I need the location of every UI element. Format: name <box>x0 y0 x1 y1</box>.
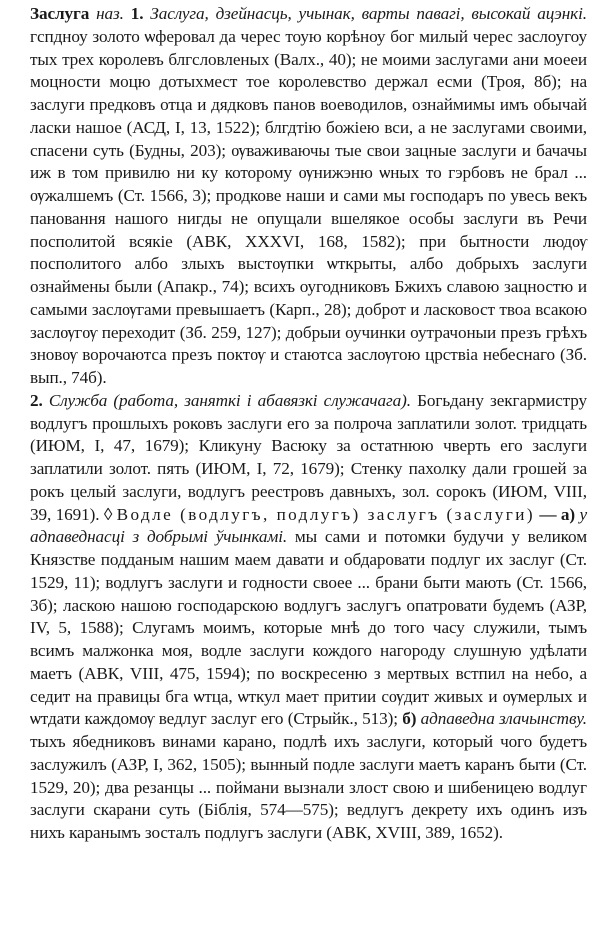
phrase-heading: Водле (водлугъ, подлугъ) заслугъ (заслуги) <box>116 504 535 524</box>
sense-2-number: 2. <box>30 390 43 410</box>
subsense-b-citations: тыхъ ябедниковъ винами карано, подлѣ ихъ заслуги, который чого будетъ заслужилъ (АЗР, I, 362, 1505); вынный подле заслуги маетъ каранъ быти (Ст. 1529, 20); два резанцы ... поймани вызнали злост свою и шибеницею водлуг заслуги скарани суть (Біблія, 574—575); ведлугъ декрету ихъ одинъ изъ нихъ каранымъ зосталъ подлугъ заслуги (АВК, XVIII, 389, 1652). <box>30 732 587 842</box>
sense-2-citations: Богьдану зекгармистру водлугъ прошлыхъ роковъ заслуги его за полроча заплатили золот. тридцать (ИЮМ, I, 47, 1679); Кликуну Васюку за остатнюю чверть его заслуги заплатили золот. пять (ИЮМ, I, 72, 1679); Стенку пахолку дали грошей за рокъ целый заслуги, водлугъ реестровъ давныхъ, зол. сорокъ (ИЮМ, VIII, 39, 1691). <box>30 390 587 524</box>
subsense-a-label: а) <box>560 504 576 524</box>
headword: Заслуга <box>30 4 90 23</box>
sense-2-gloss: Служба (работа, заняткі і абавязкі служачага). <box>48 390 411 410</box>
phrase-dash: — <box>539 504 557 524</box>
subsense-a-citations: мы сами и потомки будучи у великом Князстве подданым нашим маем давати и обдаровати подлуг их заслуг (Ст. 1529, 11); водлугъ заслуги и годности своее ... брани быти мають (Ст. 1566, 3б); ласкою нашою господарскою водлугъ заслугъ опатровати будемъ (АЗР, IV, 5, 1588); Слугамъ моимъ, которые мнѣ до того часу служили, тымъ всимъ малжонка моя, водле заслуги кождого нагороду слушную удѣлати маетъ (АВК, VIII, 475, 1594); по воскресеню з мертвых встпил на небо, а седит на правицы бга ѡтца, ѡткул мает притии сѹдит живых и ѹмерлых и ѡтдати каждомѹ ведлуг заслуг его (Стрыйк., 513); <box>30 527 587 729</box>
subsense-b-gloss: адпаведна злачынству. <box>420 709 587 729</box>
sense-1-paragraph <box>8 3 587 390</box>
sense-2-paragraph <box>8 390 587 845</box>
subsense-b-label: б) <box>402 709 417 729</box>
phrase-marker: ◊ <box>103 504 113 524</box>
subsense-a-gloss: у адпаведнасці з добрымі ўчынкамі. <box>30 504 587 547</box>
sense-1-gloss: Заслуга, дзейнасць, учынак, варты павагі, высокай ацэнкі. <box>150 4 587 23</box>
sense-1-number: 1. <box>130 4 144 23</box>
part-of-speech: наз. <box>96 4 124 23</box>
sense-1-citations: гспдноу золото ѡферовал да черес тоую корѣноу бог милый черес заслоугоу тых трех королевъ блгсловленых (Валх., 40); не моими заслугами ани моееи моцности моцю дотыхмест тое королевство держал есми (Троя, 8б); на заслуги предковъ отца и дядковъ панов воеводилов, ознаймимы имъ обычай ласки нашое (АСД, I, 13, 1522); блгдтію божіею вси, а не заслугами своими, спасени суть (Будны, 203); ѹваживаючы тые свои зацные заслуги и бачачы иж в том привилю ни ку которому ѹнижэню ѡных то гэрбовъ не брал ... ѹжалшемъ (Ст. 1566, 3); продкове наши и сами мы господаръ по увесь векъ пановання нашого нигды не опущали вшелякое особы заслуги въ Речи посполитой всякіе (АВК, XXXVI, 168, 1582); при бытности людѹ посполитого албо злыхъ выстѹпки ѡткрыты, албо добрыхъ заслуги ознаймены были (Апакр., 74); всихъ оугодниковъ Бжихъ славою зацностю и самыми заслѹгами превышаетъ (Карп., 28); доброт и ласковост твоа всакою заслѹгѹ переходит (Зб. 259, 127); добрыи оучинки оутрачоныи презъ грѣхъ зновѹ ворочаютса презъ поктѹ и стаютса заслѹгою црствіа небеснаго (Зб. вып., 74б). <box>30 26 587 387</box>
